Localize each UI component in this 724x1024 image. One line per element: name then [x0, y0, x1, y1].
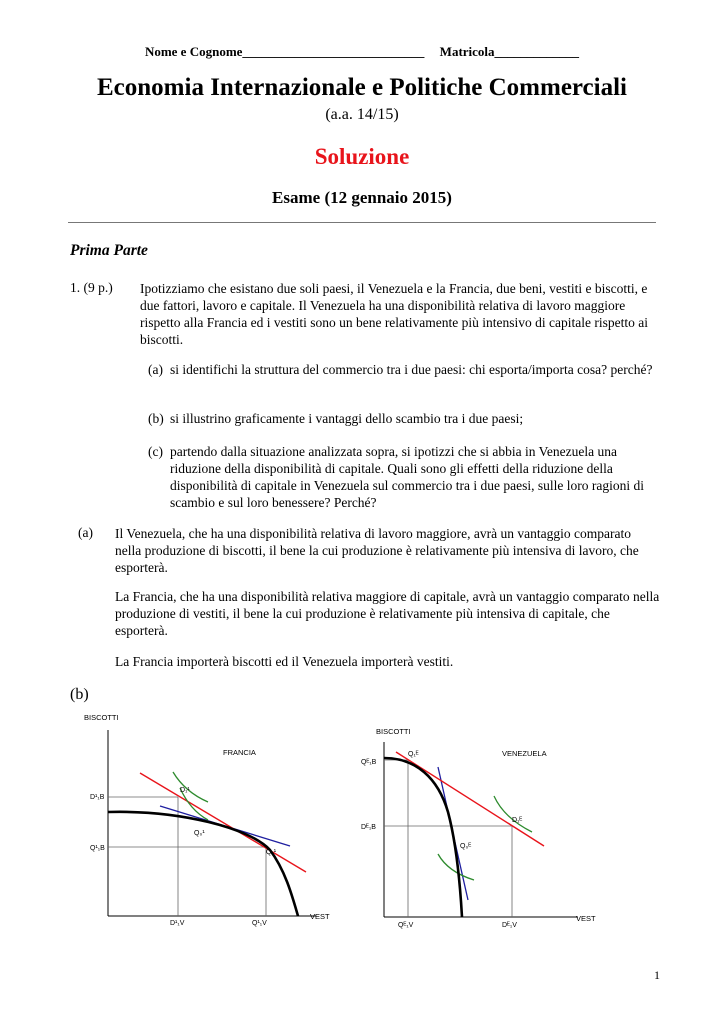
- axis-point-label: D¹₁B: [90, 794, 105, 801]
- answer-paragraph: Il Venezuela, che ha una disponibilità relativa di lavoro maggiore, avrà un vantaggio comparato nella produzione di biscotti, il bene la cui produzione è relativamente più intensiva di lavoro, che esporterà.: [115, 526, 639, 575]
- id-field: Matricola_____________: [439, 44, 580, 59]
- question-text: Ipotizziamo che esistano due soli paesi, il Venezuela e la Francia, due beni, vestiti e biscotti, e due fattori, lavoro e capitale. Il Venezuela ha una disponibilità relativa di lavoro maggiore rispetto alla Francia ed i vestiti sono un bene relativamente più intensivo di capitale rispetto ai biscotti.: [140, 281, 648, 347]
- axis-point-label: Qᴱ₁V: [398, 922, 414, 929]
- terms-of-trade-line: [140, 773, 306, 872]
- point-label: Q₀¹: [194, 830, 205, 837]
- axis-point-label: D¹₁V: [170, 920, 185, 927]
- point-label: D₁¹: [180, 787, 190, 794]
- production-possibility-frontier: [384, 758, 462, 917]
- venezuela-diagram: [356, 722, 616, 932]
- question-number: 1. (9 p.): [70, 280, 113, 295]
- student-info-line: [0, 44, 724, 60]
- point-label: Q₁ᴱ: [408, 751, 419, 758]
- part-label: (b): [148, 411, 164, 426]
- y-axis-label: BISCOTTI: [84, 713, 119, 722]
- point-label: D₁ᴱ: [512, 817, 523, 824]
- exam-date: Esame (12 gennaio 2015): [272, 188, 452, 207]
- question-part-b: [148, 410, 656, 427]
- axis-point-label: Dᴱ₁B: [361, 824, 376, 831]
- point-label: Q₁¹: [266, 849, 277, 856]
- answer-paragraph: La Francia importerà biscotti ed il Venezuela importerà vestiti.: [115, 654, 454, 669]
- part-text: partendo dalla situazione analizzata sopra, si ipotizzi che si abbia in Venezuela una riduzione della disponibilità di capitale. Quali sono gli effetti della riduzione della disponibilità di capitale in Venezuela sul commercio tra i due paesi, sulle loro ragioni di scambio e sul loro benessere? Perché?: [170, 444, 644, 510]
- solution-heading: Soluzione: [314, 144, 410, 169]
- answer-paragraph: La Francia, che ha una disponibilità relativa maggiore di capitale, avrà un vantaggio comparato nella produzione di vestiti, il bene la cui produzione è relativamente più intensiva di capitale, che esporterà.: [115, 589, 660, 638]
- answer-label: (a): [78, 525, 93, 540]
- part-label: (a): [148, 362, 163, 377]
- x-axis-label: VEST: [310, 912, 330, 921]
- production-possibility-frontier: [108, 812, 298, 916]
- part-label: (c): [148, 444, 163, 459]
- country-label: VENEZUELA: [502, 749, 547, 758]
- x-axis-label: VEST: [576, 914, 596, 923]
- point-label: Q₀ᴱ: [460, 843, 472, 850]
- france-diagram: [80, 710, 340, 930]
- axis-point-label: Q¹₁B: [90, 845, 105, 852]
- axis-point-label: Qᴱ₁B: [361, 759, 377, 766]
- terms-of-trade-line: [396, 752, 544, 846]
- part-text: si identifichi la struttura del commercio tra i due paesi: chi esporta/importa cosa? perché?: [170, 362, 653, 377]
- answer-label: (b): [70, 686, 89, 703]
- section-heading: Prima Parte: [70, 242, 148, 259]
- academic-year: (a.a. 14/15): [325, 106, 399, 123]
- axis-point-label: Q¹₁V: [252, 920, 267, 927]
- country-label: FRANCIA: [223, 748, 256, 757]
- page-number: 1: [654, 968, 660, 982]
- name-field: Nome e Cognome____________________________: [144, 44, 425, 59]
- question-part-c: [148, 443, 656, 511]
- question-part-a: [148, 361, 656, 378]
- y-axis-label: BISCOTTI: [376, 727, 411, 736]
- part-text: si illustrino graficamente i vantaggi dello scambio tra i due paesi;: [170, 411, 524, 426]
- course-title: Economia Internazionale e Politiche Commerciali: [97, 74, 627, 101]
- divider: [68, 222, 656, 223]
- axis-point-label: Dᴱ₁V: [502, 922, 517, 929]
